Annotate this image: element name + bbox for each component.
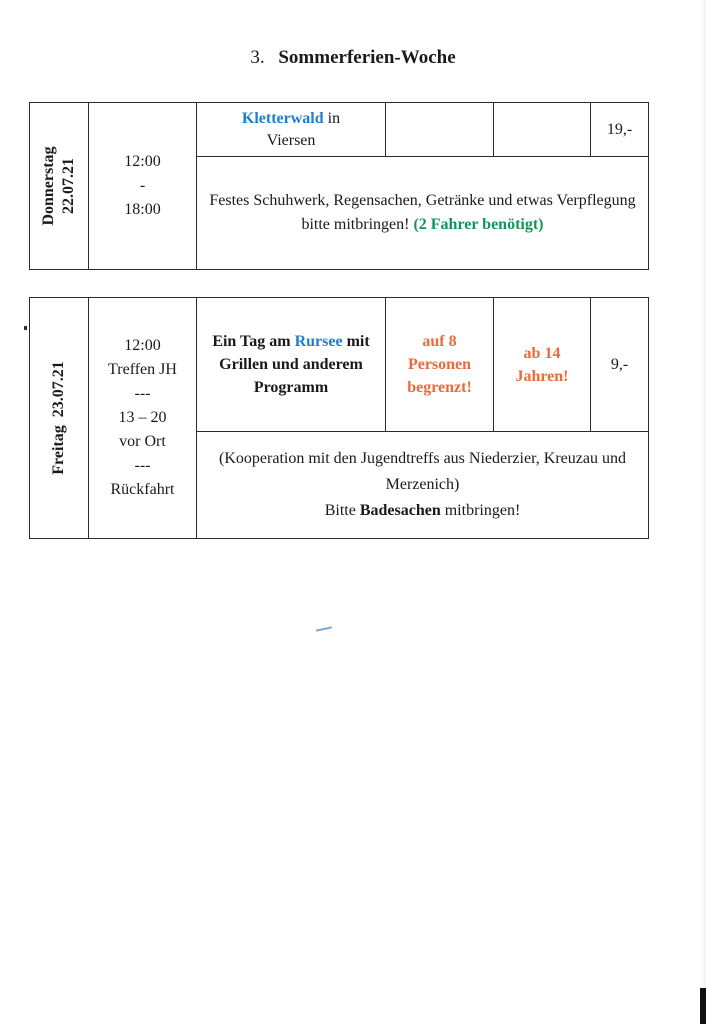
- day-name: Donnerstag: [40, 146, 57, 226]
- note-text: Festes Schuhwerk, Regensachen, Getränke und etwas Verpflegung bitte mitbringen!: [209, 192, 636, 234]
- activity-details: mit Grillen und anderem Programm: [219, 333, 370, 396]
- price: 19,-: [606, 120, 633, 138]
- activity-cell: [197, 103, 386, 157]
- limit-cell: [386, 298, 494, 432]
- age-cell: [494, 298, 591, 432]
- time-cell: [89, 298, 197, 539]
- schedule-table-donnerstag: [29, 102, 649, 270]
- page-edge: [700, 0, 706, 1024]
- participant-limit: auf 8 Personen begrenzt!: [407, 333, 472, 396]
- activity-highlight: Kletterwald: [241, 109, 324, 127]
- scan-mark: [700, 988, 706, 1024]
- empty-cell: [386, 103, 494, 157]
- price: 9,-: [610, 355, 629, 373]
- time-line: Treffen JH: [108, 361, 177, 378]
- day-cell: [30, 298, 89, 539]
- note-cell: [197, 432, 649, 539]
- time-cell: [89, 103, 197, 270]
- time-line: 13 – 20: [118, 409, 167, 426]
- activity-highlight: Rursee: [294, 333, 343, 350]
- schedule-table-freitag: [29, 297, 649, 539]
- time-line: ---: [134, 385, 151, 402]
- time-start: 12:00: [124, 153, 161, 170]
- day-date: 22.07.21: [60, 158, 77, 215]
- note-bold: Badesachen: [359, 502, 441, 519]
- price-cell: [591, 298, 649, 432]
- time-separator: -: [139, 177, 146, 194]
- scan-speck: [316, 626, 332, 631]
- activity-location: Viersen: [266, 131, 316, 149]
- note-text: Bitte: [324, 502, 360, 519]
- day-date: 23.07.21: [50, 361, 67, 418]
- heading-title: Sommerferien-Woche: [278, 47, 456, 68]
- activity-text: in: [323, 109, 341, 127]
- empty-cell: [494, 103, 591, 157]
- note-highlight: (2 Fahrer benötigt): [413, 216, 544, 234]
- time-line: Rückfahrt: [110, 481, 175, 498]
- time-line: ---: [134, 457, 151, 474]
- scan-speck: [24, 326, 27, 330]
- note-text-end: mitbringen!: [440, 502, 521, 519]
- time-line: 12:00: [124, 337, 161, 354]
- heading-number: 3.: [250, 47, 265, 68]
- page-heading: [0, 47, 706, 69]
- day-name: Freitag: [50, 425, 67, 475]
- activity-cell: [197, 298, 386, 432]
- note-cell: [197, 157, 649, 270]
- age-requirement: ab 14 Jahren!: [515, 344, 569, 385]
- activity-text: Ein Tag am: [212, 333, 295, 350]
- note-cooperation: (Kooperation mit den Jugendtreffs aus Niederzier, Kreuzau und Merzenich): [219, 450, 626, 493]
- time-line: vor Ort: [119, 433, 166, 450]
- price-cell: [591, 103, 649, 157]
- day-cell: [30, 103, 89, 270]
- time-end: 18:00: [124, 201, 161, 218]
